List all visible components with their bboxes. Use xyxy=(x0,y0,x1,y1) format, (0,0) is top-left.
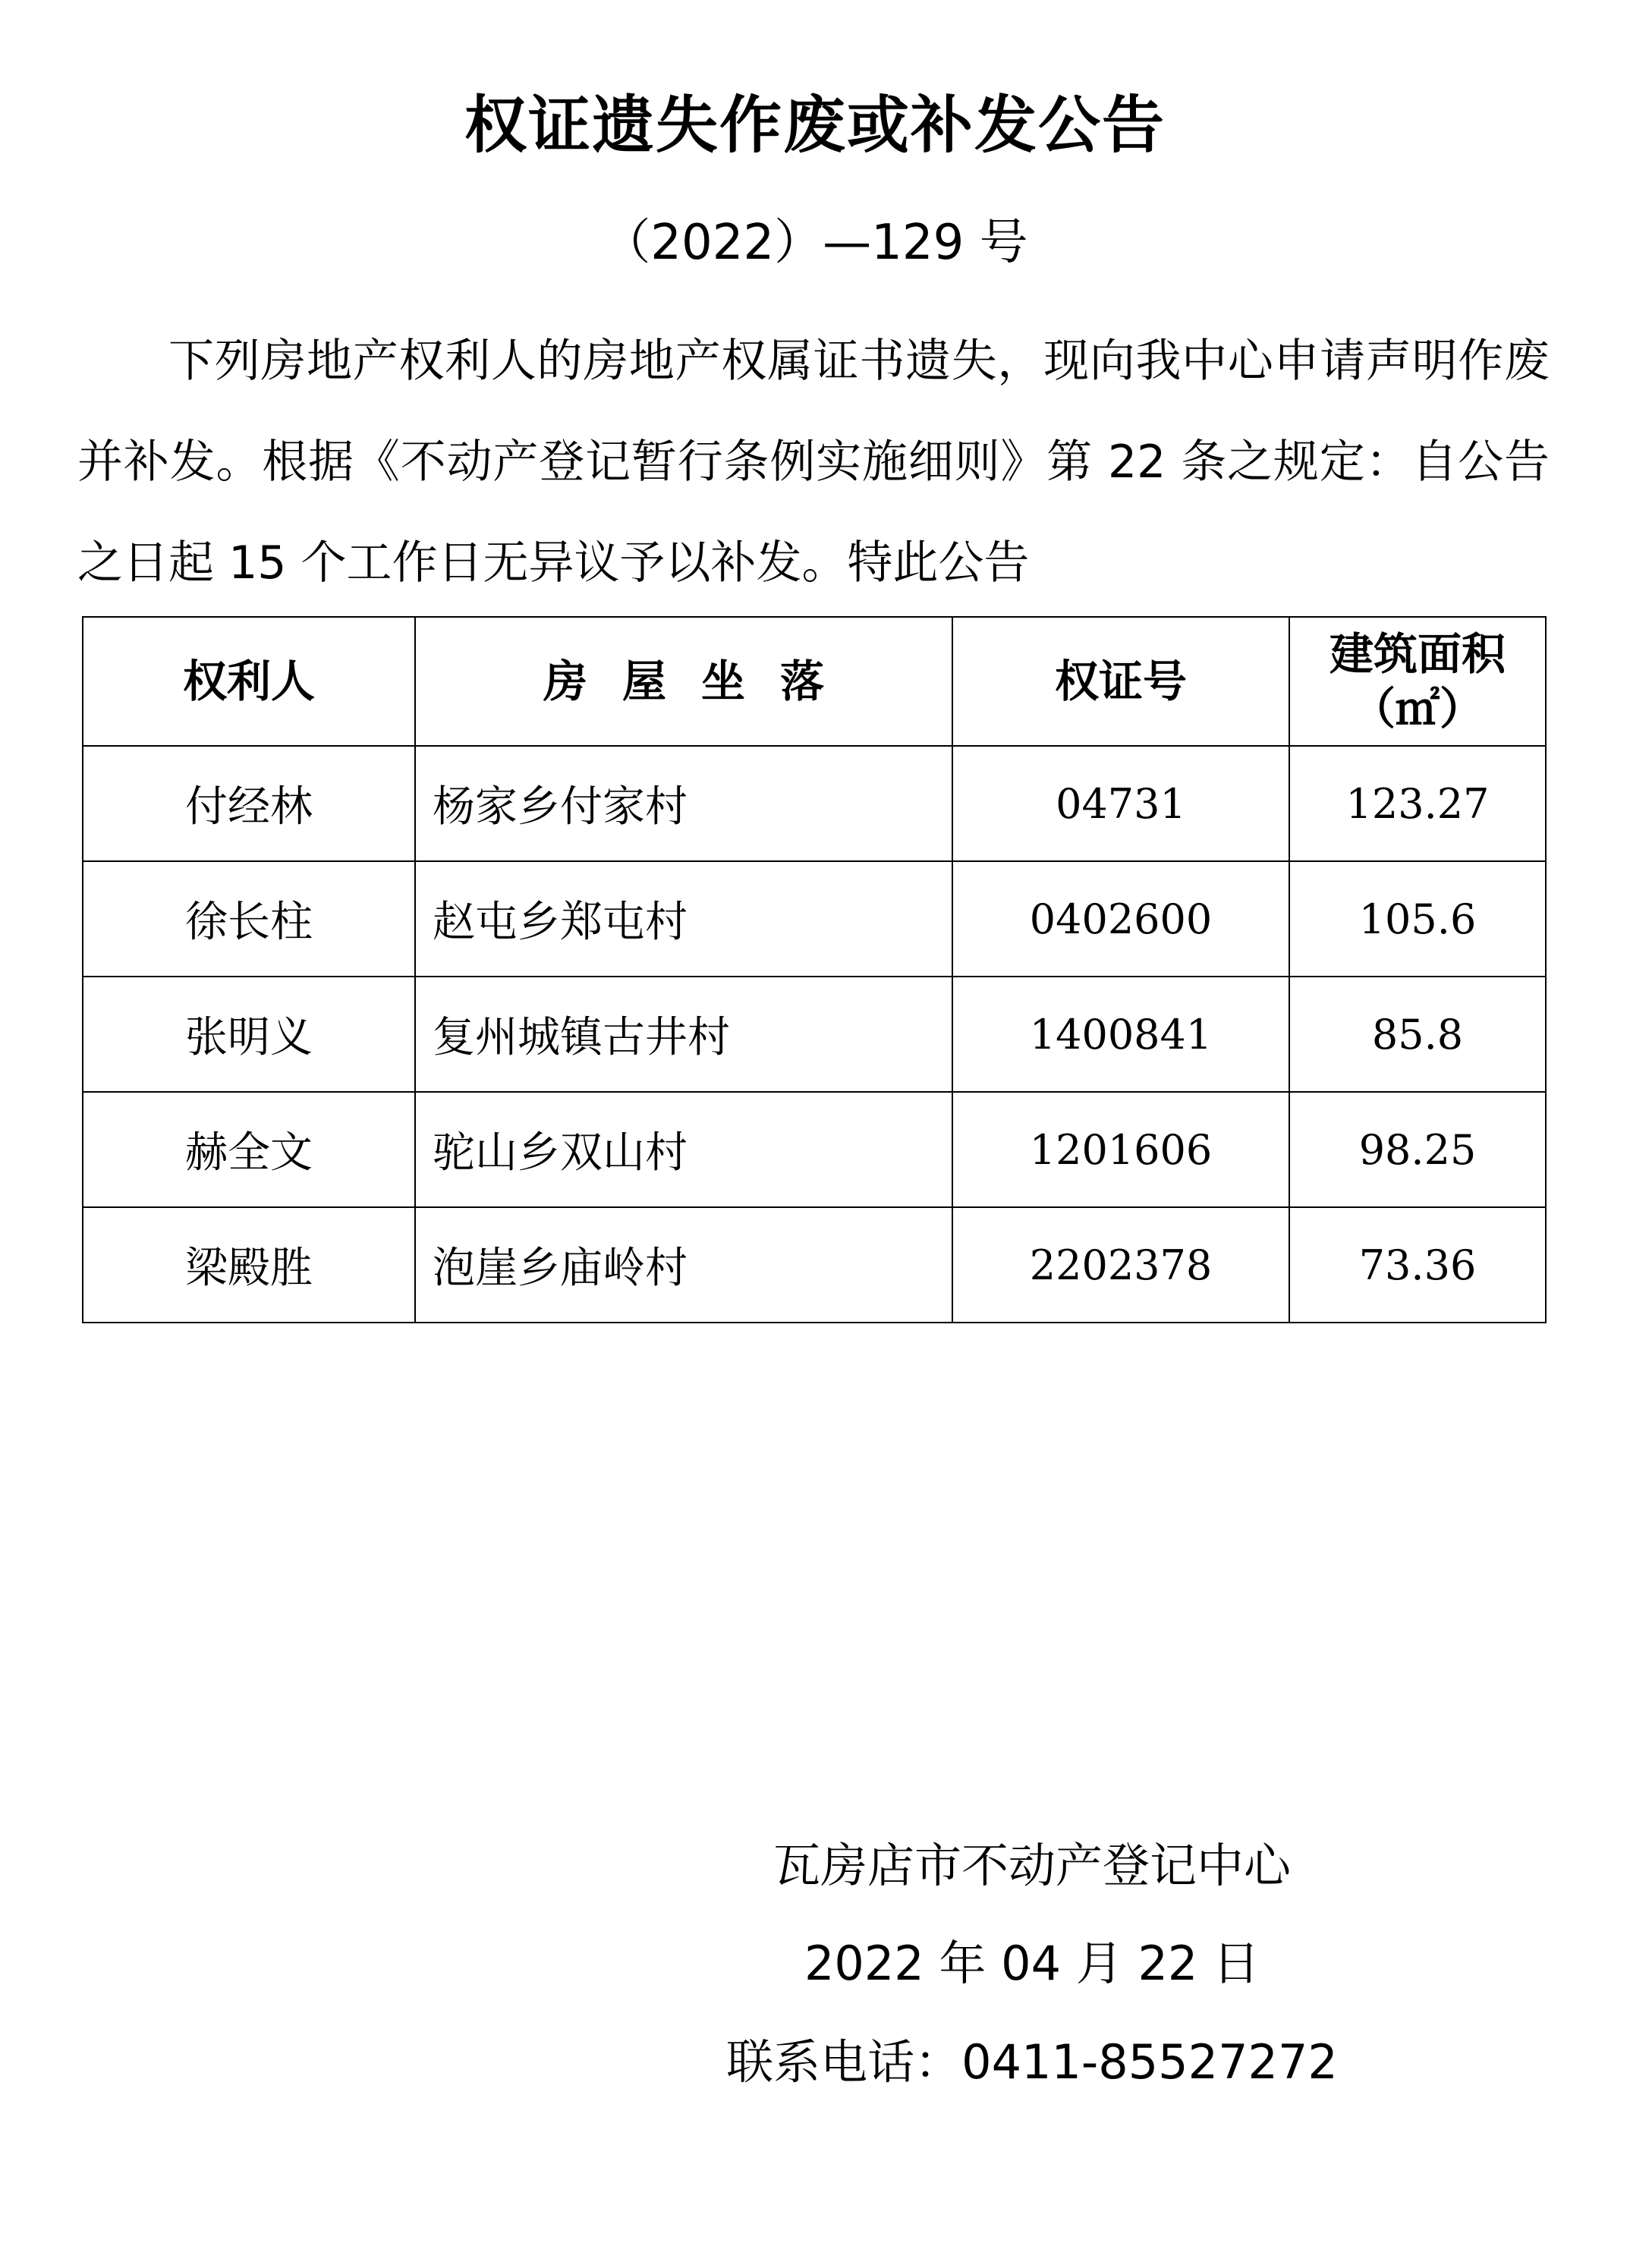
cell-location: 驼山乡双山村 xyxy=(415,1092,952,1207)
cell-area: 98.25 xyxy=(1289,1092,1546,1207)
cell-area: 105.6 xyxy=(1289,861,1546,977)
cell-cert-no: 0402600 xyxy=(952,861,1289,977)
issuing-organization: 瓦房店市不动产登记中心 xyxy=(773,1838,1291,1893)
table-row xyxy=(83,1207,1546,1323)
header-cert-no: 权证号 xyxy=(952,617,1289,746)
cell-area: 85.8 xyxy=(1289,977,1546,1092)
contact-phone: 联系电话：0411-85527272 xyxy=(726,2034,1338,2090)
table-row xyxy=(83,861,1546,977)
table-header-row xyxy=(83,617,1546,746)
header-area xyxy=(1289,617,1546,746)
cell-owner: 徐长柱 xyxy=(83,861,415,977)
cell-owner: 赫全文 xyxy=(83,1092,415,1207)
header-owner: 权利人 xyxy=(83,617,415,746)
header-area-line1: 建筑面积 xyxy=(1329,628,1506,680)
cell-location: 杨家乡付家村 xyxy=(415,746,952,861)
header-location-label: 房屋坐落 xyxy=(543,655,859,707)
table-row xyxy=(83,977,1546,1092)
cell-owner: 付经林 xyxy=(83,746,415,861)
cell-owner: 张明义 xyxy=(83,977,415,1092)
cell-cert-no: 1201606 xyxy=(952,1092,1289,1207)
header-area-unit: （㎡） xyxy=(1351,683,1484,735)
document-number: （2022）—129 号 xyxy=(602,215,1028,271)
cell-area: 123.27 xyxy=(1289,746,1546,861)
notice-title: 权证遗失作废或补发公告 xyxy=(464,90,1166,162)
notice-body: 下列房地产权利人的房地产权属证书遗失，现向我中心申请声明作废并补发。根据《不动产登记暂行条例实施细则》第 22 条之规定：自公告之日起 15 个工作日无异议予以补发。特此公告 xyxy=(77,335,1550,590)
cell-cert-no: 1400841 xyxy=(952,977,1289,1092)
cell-location: 赵屯乡郑屯村 xyxy=(415,861,952,977)
cell-location: 复州城镇古井村 xyxy=(415,977,952,1092)
cell-cert-no: 2202378 xyxy=(952,1207,1289,1323)
issue-date: 2022 年 04 月 22 日 xyxy=(804,1936,1260,1991)
cell-owner: 梁殿胜 xyxy=(83,1207,415,1323)
records-table xyxy=(82,616,1547,1323)
cell-area: 73.36 xyxy=(1289,1207,1546,1323)
cell-location: 泡崖乡庙岭村 xyxy=(415,1207,952,1323)
table-row xyxy=(83,746,1546,861)
header-location xyxy=(415,617,952,746)
cell-cert-no: 04731 xyxy=(952,746,1289,861)
table-row xyxy=(83,1092,1546,1207)
